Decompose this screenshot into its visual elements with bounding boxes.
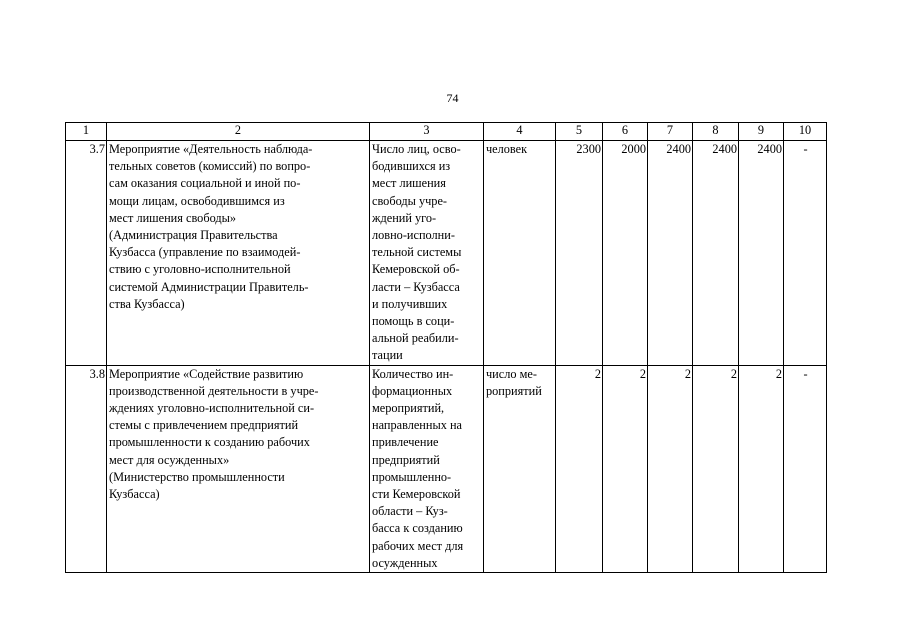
program-table <box>65 122 827 573</box>
column-number-header: 3 <box>370 123 484 141</box>
column-number-header: 10 <box>784 123 827 141</box>
indicator-description: Число лиц, осво- бодившихся из мест лишения свободы учре- ждений уго- ловно-исполни- тельной системы Кемеровской об- ласти – Кузбасса и получивших помощь в соци- альной реабили- тации <box>370 141 484 366</box>
value-col8: 2 <box>693 365 739 572</box>
value-col6: 2 <box>603 365 648 572</box>
row-number: 3.8 <box>66 365 107 572</box>
table-header-row <box>66 123 827 141</box>
table-row <box>66 141 827 366</box>
column-number-header: 6 <box>603 123 648 141</box>
event-description: Мероприятие «Содействие развитию производственной деятельности в учре- ждениях уголовно-исполнительной си- стемы с привлечением предприятий промышленности к созданию рабочих мест для осужденных» (Министерство промышленности Кузбасса) <box>107 365 370 572</box>
value-col10: - <box>784 365 827 572</box>
value-col6: 2000 <box>603 141 648 366</box>
value-col5: 2300 <box>556 141 603 366</box>
unit-of-measure: число ме- роприятий <box>484 365 556 572</box>
value-col7: 2 <box>648 365 693 572</box>
value-col10: - <box>784 141 827 366</box>
unit-of-measure: человек <box>484 141 556 366</box>
indicator-description: Количество ин- формационных мероприятий, направленных на привлечение предприятий промышленно- сти Кемеровской области – Куз- басса к созданию рабочих мест для осужденных <box>370 365 484 572</box>
column-number-header: 5 <box>556 123 603 141</box>
column-number-header: 1 <box>66 123 107 141</box>
event-description: Мероприятие «Деятельность наблюда- тельных советов (комиссий) по вопро- сам оказания социальной и иной по- мощи лицам, освободившимся из мест лишения свободы» (Администрация Правительства Кузбасса (управление по взаимодей- ствию с уголовно-исполнительной системой Администрации Правитель- ства Кузбасса) <box>107 141 370 366</box>
table-row <box>66 365 827 572</box>
column-number-header: 2 <box>107 123 370 141</box>
column-number-header: 8 <box>693 123 739 141</box>
page-number: 74 <box>446 91 459 105</box>
value-col7: 2400 <box>648 141 693 366</box>
row-number: 3.7 <box>66 141 107 366</box>
value-col5: 2 <box>556 365 603 572</box>
column-number-header: 9 <box>739 123 784 141</box>
column-number-header: 7 <box>648 123 693 141</box>
value-col9: 2 <box>739 365 784 572</box>
value-col9: 2400 <box>739 141 784 366</box>
column-number-header: 4 <box>484 123 556 141</box>
value-col8: 2400 <box>693 141 739 366</box>
